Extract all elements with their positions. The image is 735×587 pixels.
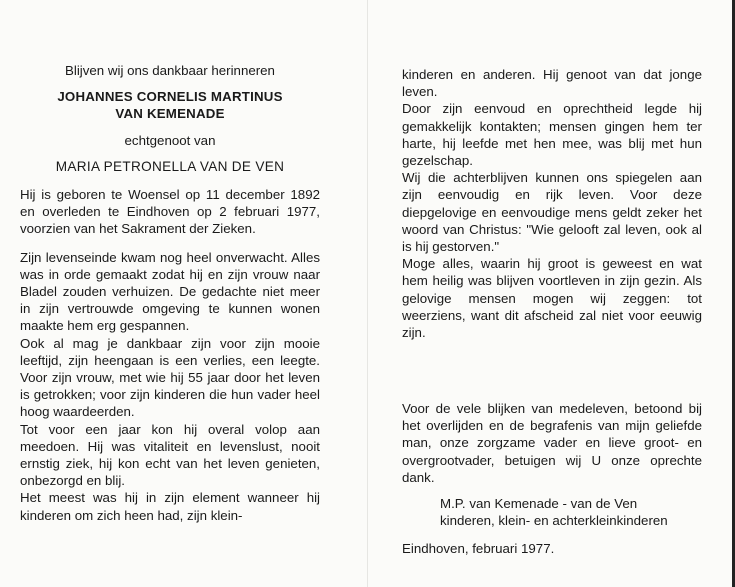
thanks-paragraph: Voor de vele blijken van medeleven, betoond bij het overlijden en de begrafenis van mijn geliefde man, onze zorgzame vader en lieve groot- en overgrootvader, betuigen wij U onze oprechte dank. xyxy=(402,401,702,485)
closing-section xyxy=(402,400,702,558)
relation-label: echtgenoot van xyxy=(124,132,216,148)
paragraph: Tot voor een jaar kon hij overal volop aan meedoen. Hij was vitaliteit en levenslust, nooit ernstig ziek, hij kon echt van het leven genieten, onbezorgd en blij. xyxy=(20,421,320,489)
spouse-name: MARIA PETRONELLA VAN DE VEN xyxy=(55,158,285,174)
deceased-name-line1: JOHANNES CORNELIS MARTINUS xyxy=(57,89,283,105)
fold-line xyxy=(367,0,368,587)
paragraph: Door zijn eenvoud en oprechtheid legde hij gemakkelijk kontakten; mensen gingen hem ter harte, hij leefde met hen mee, was blij met hun gezelschap. xyxy=(402,101,702,169)
bio-paragraph: Hij is geboren te Woensel op 11 december 1892 en overleden te Eindhoven op 2 februari 1977, voorzien van het Sakrament der Zieken. xyxy=(20,187,320,237)
paragraph: Het meest was hij in zijn element wanneer hij kinderen om zich heen had, zijn klein- xyxy=(20,490,320,523)
deceased-name-line2: VAN KEMENADE xyxy=(115,106,225,122)
left-page xyxy=(20,62,320,524)
paragraph: Moge alles, waarin hij groot is geweest en wat hem heilig was blijven voortleven in zijn gezin. Als gelovige mensen mogen wij zeggen: tot weerziens, want dit afscheid zal niet voor eeuwig zijn. xyxy=(402,256,702,341)
paragraph: kinderen en anderen. Hij genoot van dat jonge leven. xyxy=(402,67,702,100)
paragraph: Zijn levenseinde kwam nog heel onverwacht. Alles was in orde gemaakt zodat hij en zijn vrouw naar Bladel zouden verhuizen. De gedachte niet meer in zijn vertrouwde omgeving te kunnen wonen maakte hem erg gespannen. xyxy=(20,249,320,334)
intro-line: Blijven wij ons dankbaar herinneren xyxy=(65,63,275,78)
signature-line: M.P. van Kemenade - van de Ven xyxy=(440,496,638,512)
place-date: Eindhoven, februari 1977. xyxy=(402,541,555,557)
signature-line: kinderen, klein- en achterkleinkinderen xyxy=(440,513,668,529)
paragraph: Ook al mag je dankbaar zijn voor zijn mooie leeftijd, zijn heengaan is een verlies, een leegte. Voor zijn vrouw, met wie hij 55 jaar door het leven is getrokken; voor zijn kinderen die hun vader heel hoog waardeerden. xyxy=(20,335,320,420)
paragraph: Wij die achterblijven kunnen ons spiegelen aan zijn eenvoudig en rijk leven. Voor deze diepgelovige en eenvoudige mens geldt zeker het woord van Christus: "Wie gelooft zal leven, ook al is hij gestorven." xyxy=(402,170,702,255)
right-page xyxy=(402,66,702,557)
